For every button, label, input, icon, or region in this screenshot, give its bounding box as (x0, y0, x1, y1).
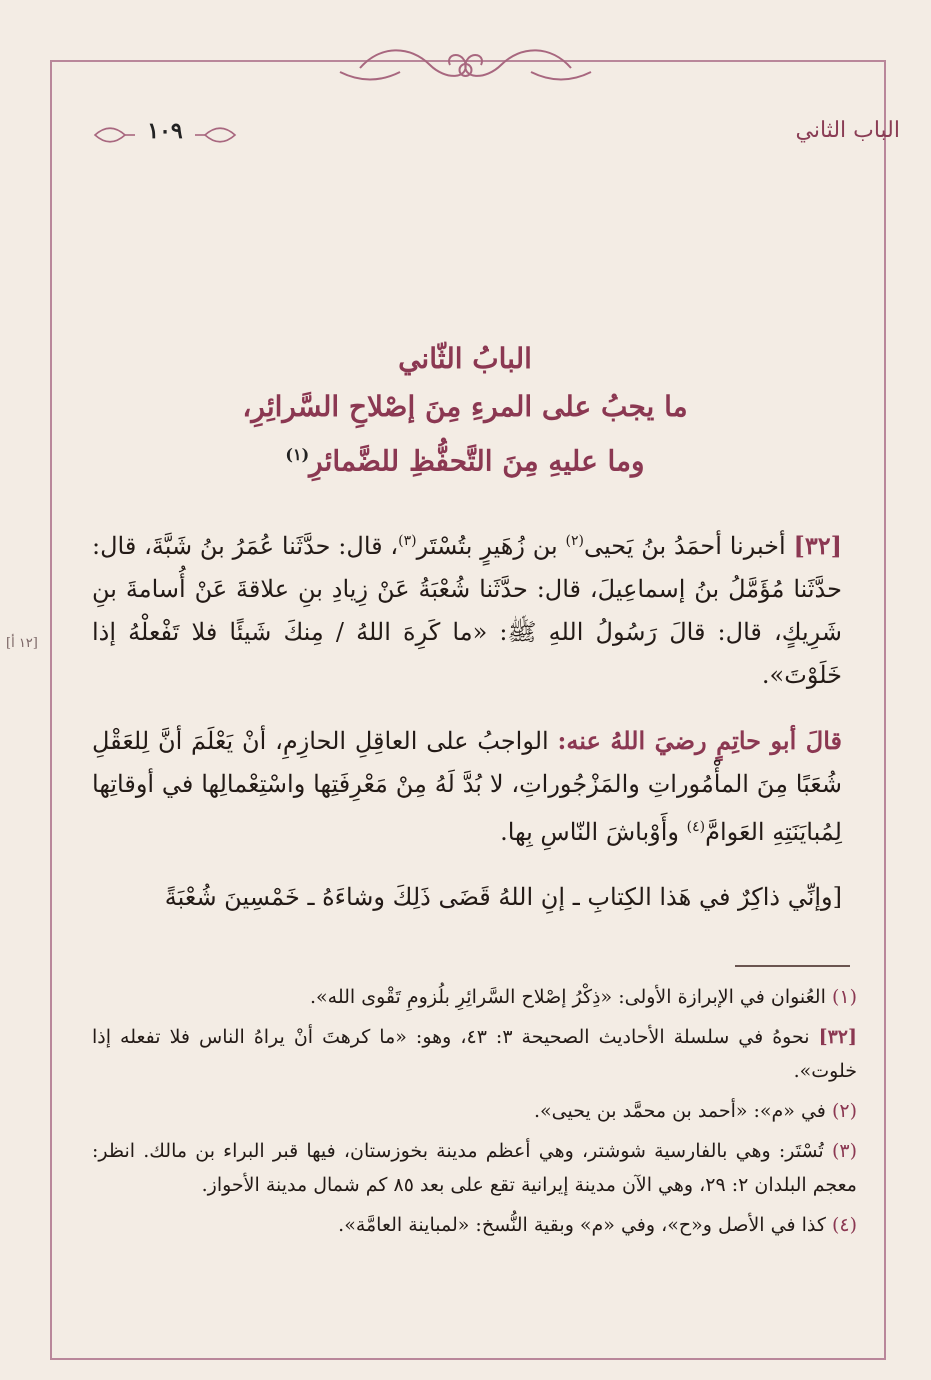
header (80, 118, 900, 154)
manuscript-folio-note: [١٢ أ] (6, 636, 38, 651)
top-ornament (0, 0, 931, 110)
footnote-1 (92, 980, 857, 1014)
paragraph-text: أخبرنا أحمَدُ بنُ يَحيى (583, 532, 786, 560)
paragraph-text: بن زُهَيرٍ بتُسْتَر (416, 532, 558, 560)
footnote-4 (92, 1208, 857, 1242)
page-number-ornament (90, 118, 240, 152)
speaker-label: قالَ أبو حاتِمٍ رضيَ اللهُ عنه: (557, 726, 842, 755)
paragraph-text: وأَوْباشَ النّاسِ بِها. (500, 818, 679, 846)
footnote-ref-3[interactable]: (٣) (398, 533, 417, 549)
footnotes (92, 980, 857, 1248)
footnote-text: تُسْتَر: وهي بالفارسية شوشتر، وهي أعظم مدينة بخوزستان، فيها قبر البراء بن مالك. انظر: معجم البلدان ٢: ٢٩، وهي الآن مدينة إيرانية تقع على بعد ٨٥ كم شمال مدينة الأحواز. (92, 1140, 857, 1196)
paragraph-hadith-32 (92, 520, 842, 697)
paragraph-continuation: [وإنِّي ذاكِرٌ في هَذا الكِتابِ ـ إنِ اللهُ قَضَى ذَلِكَ وشاءَهُ ـ خَمْسِينَ شُعْبَةً (164, 883, 842, 911)
footnote-number: (٣) (831, 1140, 857, 1162)
footnote-3 (92, 1134, 857, 1202)
chapter-title-line-3 (80, 431, 850, 485)
hadith-number: [٣٢] (793, 531, 842, 560)
running-head: الباب الثاني (795, 118, 900, 143)
chapter-title (80, 335, 850, 485)
footnote-number: (٢) (831, 1100, 857, 1122)
footnote-text: نحوهُ في سلسلة الأحاديث الصحيحة ٣: ٤٣، وهو: «ما كرهتَ أنْ يراهُ الناس فلا تفعله إذا خلوت». (92, 1026, 857, 1082)
chapter-title-line-1: البابُ الثّاني (398, 342, 532, 375)
footnote-number: (١) (831, 986, 857, 1008)
footnote-ref-2[interactable]: (٢) (565, 533, 584, 549)
footnote-text: في «م»: «أحمد بن محمَّد بن يحيى». (534, 1100, 826, 1122)
footnote-text: العُنوان في الإبرازة الأولى: «ذِكْرُ إصْلاح السَّرائِرِ بلُزومِ تَقْوى الله». (310, 986, 826, 1008)
chapter-title-line-2: ما يجبُ على المرءِ مِنَ إصْلاحِ السَّرائِرِ، (242, 390, 688, 423)
page-number: ١٠٩ (147, 118, 183, 144)
footnote-number: (٤) (831, 1214, 857, 1236)
footnote-ref-1[interactable]: (١) (285, 445, 310, 464)
body-text (92, 520, 842, 941)
footnote-divider (735, 965, 850, 967)
footnote-number: [٣٢] (818, 1026, 857, 1048)
footnote-32 (92, 1020, 857, 1088)
paragraph-text: الواجبُ على العاقِلِ الحازِمِ، أنْ يَعْلَمَ أنَّ لِلعَقْلِ شُعَبًا مِنَ المأْمُوراتِ والمَزْجُوراتِ، لا بُدَّ لَهُ مِنْ مَعْرِفَتِها واسْتِعْمالِها في أوقاتِها لِمُبايَنَتِهِ العَوامَّ (92, 727, 842, 846)
footnote-ref-4[interactable]: (٤) (686, 819, 706, 835)
footnote-2 (92, 1094, 857, 1128)
paragraph-abu-hatim (92, 719, 842, 854)
paragraph-text: ، قال: حدَّثَنا عُمَرُ بنُ شَبَّةَ، قال: حدَّثَنا مُؤَمَّلُ بنُ إسماعِيلَ، قال: حدَّثَنا شُعْبَةُ عَنْ زِيادِ بنِ علاقةَ عَنْ أُسامةَ بنِ شَرِيكٍ، قال: قالَ رَسُولُ اللهِ ﷺ: «ما كَرِهَ اللهُ / مِنكَ شَيئًا فلا تَفْعلْهُ إذا خَلَوْتَ». (92, 532, 842, 689)
chapter-title-line-3-text: وما عليهِ مِنَ التَّحفُّظِ للضَّمائرِ (309, 444, 645, 478)
footnote-text: كذا في الأصل و«ح»، وفي «م» وبقية النُّسخ: «لمباينة العامَّة». (338, 1214, 826, 1236)
